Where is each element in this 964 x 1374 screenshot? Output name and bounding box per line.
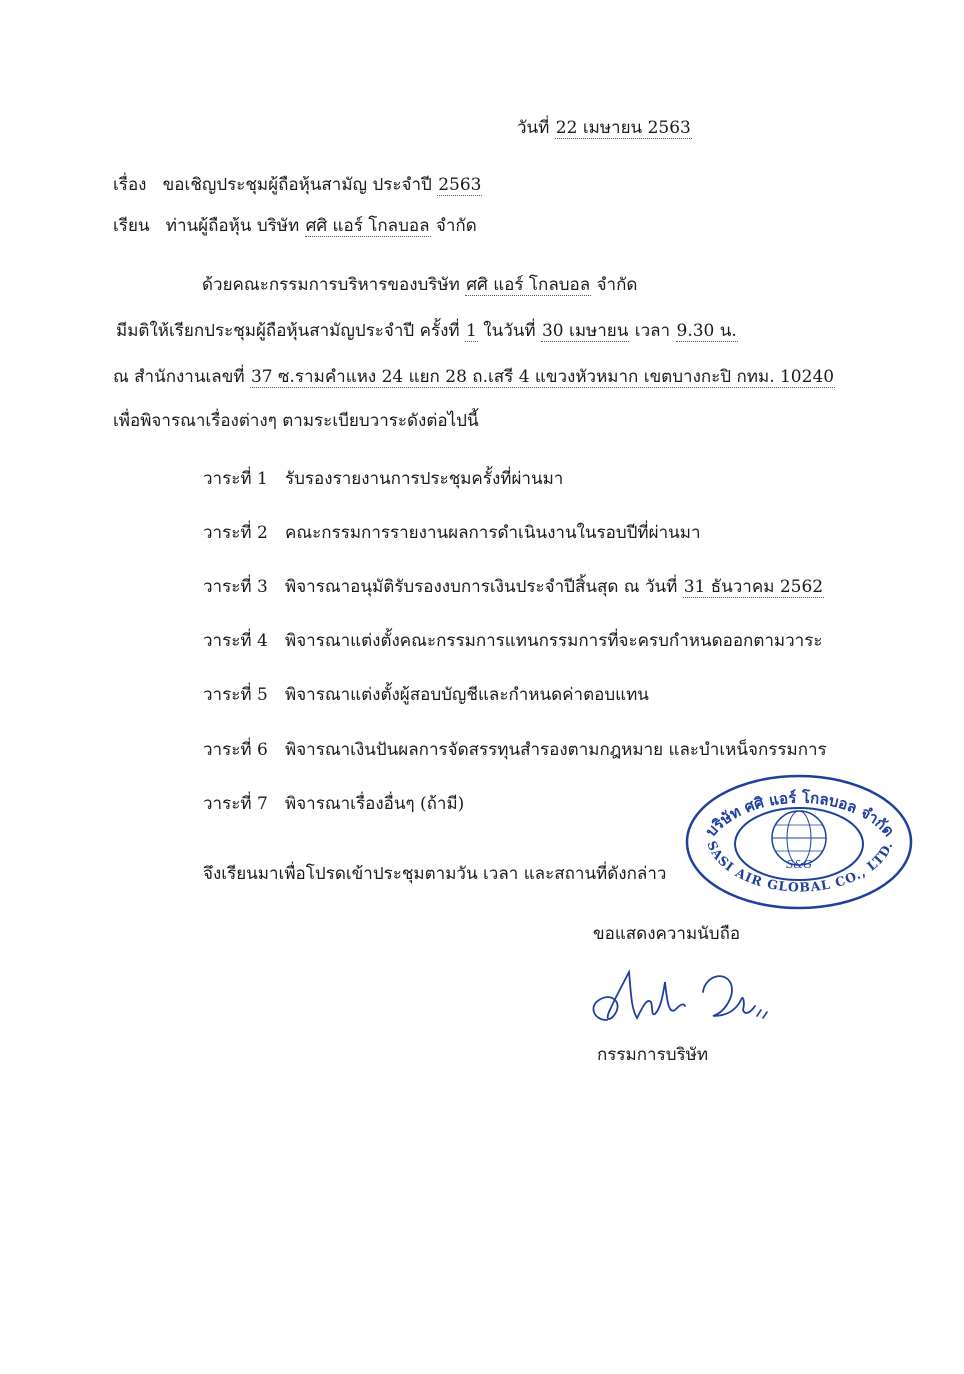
meeting-address: 37 ซ.รามคำแหง 24 แยก 28 ถ.เสรี 4 แขวงหัวหมาก เขตบางกะปิ กทม. 10240	[250, 367, 835, 387]
agenda-text: พิจารณาอนุมัติรับรองงบการเงินประจำปีสิ้นสุด ณ วันที่	[285, 577, 678, 597]
recipient-text: ท่านผู้ถือหุ้น บริษัท	[165, 216, 300, 236]
recipient-label: เรียน	[113, 216, 150, 236]
recipient-line	[113, 215, 477, 237]
agenda-item-2	[203, 522, 701, 544]
agenda-number: วาระที่ 3	[203, 577, 268, 597]
body-line-2-text: มีมติให้เรียกประชุมผู้ถือหุ้นสามัญประจำปี ครั้งที่	[116, 321, 460, 341]
body-line-2-date-label: ในวันที่	[483, 321, 536, 341]
agenda-item-4	[203, 630, 822, 652]
subject-label: เรื่อง	[113, 175, 147, 195]
agenda-item-3	[203, 576, 824, 598]
recipient-suffix: จำกัด	[435, 216, 477, 236]
date-month: เมษายน	[582, 118, 643, 138]
date-value	[555, 118, 692, 139]
agenda-number: วาระที่ 4	[203, 631, 268, 651]
body-line-1-suffix: จำกัด	[596, 275, 638, 295]
body-line-4	[113, 410, 479, 432]
subject-line	[113, 174, 482, 196]
agenda-item-1	[203, 468, 563, 490]
meeting-time: 9.30 น.	[676, 321, 737, 341]
company-stamp	[683, 772, 915, 912]
stamp-english-text: SASI AIR GLOBAL CO., LTD.	[704, 838, 896, 895]
agenda-item-7	[203, 793, 464, 815]
meeting-number: 1	[466, 321, 477, 341]
closing-text: จึงเรียนมาเพื่อโปรดเข้าประชุมตามวัน เวลา และสถานที่ดังกล่าว	[203, 864, 667, 884]
signer-title	[597, 1044, 708, 1066]
stamp-thai-text: บริษัท ศศิ แอร์ โกลบอล จำกัด	[701, 788, 898, 841]
agenda-text: พิจารณาเรื่องอื่นๆ (ถ้ามี)	[285, 794, 465, 814]
agenda-text: พิจารณาแต่งตั้งคณะกรรมการแทนกรรมการที่จะครบกำหนดออกตามวาระ	[285, 631, 823, 651]
globe-icon	[772, 811, 826, 865]
date-day: 22	[555, 118, 578, 138]
body-line-1-text: ด้วยคณะกรรมการบริหารของบริษัท	[202, 275, 460, 295]
body-company: ศศิ แอร์ โกลบอล	[466, 275, 591, 295]
signature	[585, 962, 775, 1034]
date-year: 2563	[647, 118, 691, 138]
agenda-number: วาระที่ 6	[203, 740, 268, 760]
stamp-monogram: S&G	[785, 858, 813, 871]
agenda-number: วาระที่ 7	[203, 794, 268, 814]
regards-line	[593, 923, 740, 945]
agenda-number: วาระที่ 5	[203, 685, 268, 705]
agenda-text: พิจารณาแต่งตั้งผู้สอบบัญชีและกำหนดค่าตอบแทน	[285, 685, 649, 705]
subject-year: 2563	[438, 175, 482, 195]
body-line-3	[113, 366, 835, 388]
body-line-1	[202, 274, 637, 296]
date-prefix: วันที่	[517, 118, 550, 138]
agenda-text: รับรองรายงานการประชุมครั้งที่ผ่านมา	[285, 469, 564, 489]
body-line-2-time-label: เวลา	[634, 321, 671, 341]
agenda-number: วาระที่ 2	[203, 523, 268, 543]
agenda-date: 31 ธันวาคม 2562	[683, 577, 824, 597]
signer-title-text: กรรมการบริษัท	[597, 1045, 709, 1065]
recipient-company: ศศิ แอร์ โกลบอล	[305, 216, 430, 236]
body-line-2	[116, 320, 738, 342]
body-line-4-text: เพื่อพิจารณาเรื่องต่างๆ ตามระเบียบวาระดังต่อไปนี้	[113, 411, 479, 431]
subject-text: ขอเชิญประชุมผู้ถือหุ้นสามัญ ประจำปี	[162, 175, 432, 195]
agenda-number: วาระที่ 1	[203, 469, 268, 489]
body-line-3-text: ณ สำนักงานเลขที่	[113, 367, 245, 387]
agenda-text: คณะกรรมการรายงานผลการดำเนินงานในรอบปีที่ผ่านมา	[285, 523, 701, 543]
agenda-item-6	[203, 739, 827, 761]
agenda-item-5	[203, 684, 649, 706]
agenda-text: พิจารณาเงินปันผลการจัดสรรทุนสำรองตามกฎหมาย และบำเหน็จกรรมการ	[285, 740, 827, 760]
closing-line	[203, 863, 666, 885]
regards-text: ขอแสดงความนับถือ	[593, 924, 741, 944]
meeting-date: 30 เมษายน	[541, 321, 629, 341]
letter-date	[517, 117, 692, 139]
